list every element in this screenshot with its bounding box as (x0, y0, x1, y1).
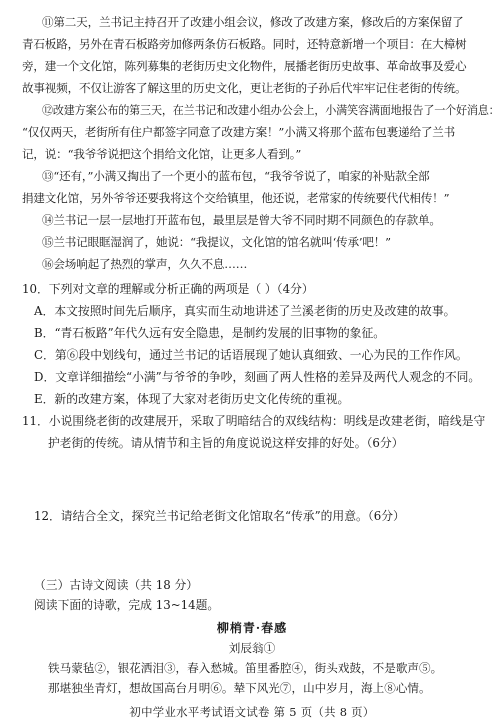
q10-option-e: E．新的改建方案，体现了大家对老街历史文化传统的重视。 (34, 392, 350, 406)
q10-option-d: D．文章详细描绘“小满”与爷爷的争吵，刻画了两人性格的差异及两代人观念的不同。 (34, 370, 481, 384)
passage-line: ⑫改建方案公布的第三天，在兰书记和改建小组办公会上，小满笑容满面地报告了一个好消息： (42, 103, 500, 117)
passage-line: 记，说：“我爷爷说把这个捐给文化馆，让更多人看到。” (22, 147, 302, 161)
poem-line: 那堪独坐青灯，想故国高台月明⑥。辇下风光⑦，山中岁月，海上⑧心情。 (48, 681, 431, 695)
passage-line: ⑬“还有，”小满又掏出了一个更小的蓝布包，“我爷爷说了，咱家的补贴款全部 (42, 169, 430, 183)
passage-line: 故事视频，不仅让游客了解这里的历史文化，更让老街的子孙后代牢牢记住老街的传统。 (22, 81, 467, 95)
passage-line: 捐建文化馆，另外爷爷还要我将这个交给镇里，他还说，老常家的传统要代代相传！” (22, 191, 450, 205)
question-12: 12．请结合全文，探究兰书记给老街文化馆取名“传承”的用意。（6分） (34, 509, 405, 523)
passage-line: ⑪第二天，兰书记主持召开了改建小组会议，修改了改建方案，修改后的方案保留了 (42, 15, 464, 29)
passage-line: ⑮兰书记眼眶湿润了，她说：“我提议，文化馆的馆名就叫‘传承’吧！” (42, 235, 391, 249)
section-instruction: 阅读下面的诗歌，完成 13~14题。 (34, 598, 220, 612)
question-11-line: 护老街的传统。请从情节和主旨的角度说说这样安排的好处。（6分） (48, 436, 404, 450)
q10-option-a: A．本文按照时间先后顺序，真实而生动地讲述了兰溪老街的历史及改建的故事。 (34, 304, 456, 318)
q10-option-b: B．“青石板路”年代久远有安全隐患，是制约发展的旧事物的象征。 (34, 326, 386, 340)
passage-line: 旁，建一个文化馆，陈列募集的老街历史文化物件，展播老街历史故事、革命故事及爱心 (22, 59, 467, 73)
question-11-line: 11．小说围绕老街的改建展开，采取了明暗结合的双线结构：明线是改建老街，暗线是守 (22, 414, 486, 428)
question-10-stem: 10．下列对文章的理解或分析正确的两项是（ ）（4分） (22, 282, 314, 296)
passage-line: ⑯会场响起了热烈的掌声，久久不息…… (42, 257, 248, 271)
passage-line: ⑭兰书记一层一层地打开蓝布包，最里层是曾大爷不同时期不同颜色的存款单。 (42, 213, 441, 227)
passage-line: 青石板路，另外在青石板路旁加修两条仿石板路。同时，还特意新增一个项目：在大樟树 (22, 37, 467, 51)
poem-author: 刘辰翁① (228, 641, 276, 655)
q10-option-c: C．第⑥段中划线句，通过兰书记的话语展现了她认真细致、一心为民的工作作风。 (34, 348, 468, 362)
passage-line: “仅仅两天，老街所有住户都签字同意了改建方案！”小满又将那个蓝布包裹递给了兰书 (22, 125, 456, 139)
poem-line: 铁马蒙毡②，银花洒泪③，春入愁城。笛里番腔④，街头戏鼓，不是歌声⑤。 (48, 661, 443, 675)
page-footer: 初中学业水平考试语文试卷 第 5 页（共 8 页） (129, 705, 375, 719)
poem-title: 柳梢青·春感 (216, 621, 288, 635)
section-header: （三）古诗文阅读（共 18 分） (34, 578, 199, 592)
